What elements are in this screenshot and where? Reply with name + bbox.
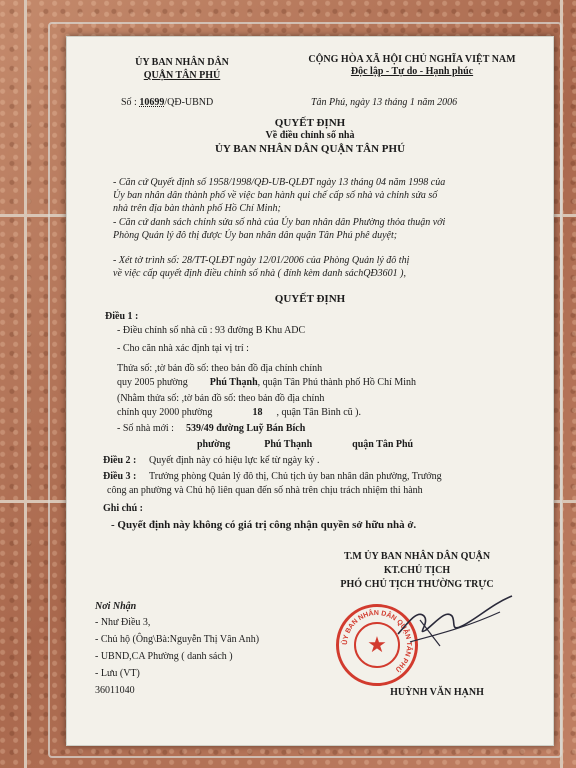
recipient-item: - Chủ hộ (Ông\Bà:Nguyễn Thị Vân Anh) [95, 634, 260, 645]
preamble-line: - Căn cứ Quyết định số 1958/1998/QĐ-UB-QLĐT ngày 13 tháng 04 năm 1998 của [113, 177, 446, 188]
doc-date: Tân Phú, ngày 13 tháng 1 năm 2006 [311, 97, 458, 108]
svg-text:ỦY BAN NHÂN DÂN QUẬN TÂN PHÚ: ỦY BAN NHÂN DÂN QUẬN TÂN PHÚ [341, 609, 413, 673]
preamble-line: Phòng Quản lý đô thị được Ủy ban nhân dân quận Tân Phú phê duyệt; [113, 230, 398, 241]
article1-location-intro: - Cho căn nhà xác định tại vị trí : [117, 343, 249, 354]
doc-number: Số : 10699/QĐ-UBND [121, 97, 214, 108]
recipient-item: - Lưu (VT) [95, 668, 140, 679]
handwritten-signature [380, 590, 520, 660]
note-text: - Quyết định này không có giá trị công nhận quyền sở hữu nhà ở. [111, 519, 417, 531]
preamble-line: nhà trên địa bàn thành phố Hồ Chí Minh; [113, 203, 281, 214]
article1-old-ward-line: chính quy 2000 phường 18 , quận Tân Bình cũ ). [117, 407, 361, 418]
recipients-label: Nơi Nhận [95, 601, 137, 612]
decision-title: QUYẾT ĐỊNH [274, 293, 346, 305]
tile-grout [24, 0, 27, 768]
article1-old-parcel-line: (Nhằm thửa số: ,tờ bản đồ số: theo bản đồ địa chính [117, 393, 325, 404]
article2-label: Điều 2 : [103, 455, 137, 466]
issuer-line1: ỦY BAN NHÂN DÂN [135, 57, 229, 68]
article3-label: Điều 3 : [103, 471, 137, 482]
issuer-line2: QUẬN TÂN PHÚ [143, 70, 221, 81]
article1-label: Điều 1 : [105, 311, 139, 322]
article1-ward-line: quy 2005 phường Phú Thạnh, quận Tân Phú thành phố Hồ Chí Minh [117, 377, 417, 388]
article3-line: công an phường và Chủ hộ liên quan đến số nhà trên chịu trách nhiệm thi hành [107, 485, 423, 496]
title-main: QUYẾT ĐỊNH [274, 117, 346, 129]
title-org: ỦY BAN NHÂN DÂN QUẬN TÂN PHÚ [214, 143, 406, 155]
signer-line1: T.M ỦY BAN NHÂN DÂN QUẬN [343, 551, 491, 562]
article1-new-ward: phường Phú Thạnh quận Tân Phú [197, 439, 414, 450]
article2-text: Quyết định này có hiệu lực kể từ ngày ký . [149, 455, 320, 466]
article1-new-address: - Số nhà mới : 539/49 đường Luỹ Bán Bích [117, 423, 306, 434]
preamble-line: Ủy ban nhân dân thành phố về việc ban hành qui chế cấp số nhà và chỉnh sửa số [113, 190, 438, 201]
article1-old-address: - Điều chỉnh số nhà cũ : 93 đường B Khu ADC [117, 325, 306, 336]
signer-line3: PHÓ CHỦ TỊCH THƯỜNG TRỰC [340, 579, 494, 590]
preamble-line: về việc cấp quyết định điều chỉnh số nhà ( đính kèm danh sáchQĐ3601 ), [113, 268, 406, 279]
article1-parcel-line: Thửa số: ,tờ bản đồ số: theo bản đồ địa chính chính [117, 363, 323, 374]
preamble-line: - Xét tờ trình số: 28/TT-QLĐT ngày 12/01/2006 của Phòng Quản lý đô thị [113, 255, 410, 266]
article3-line: Trưởng phòng Quản lý đô thị, Chủ tịch ủy ban nhân dân phường, Trưởng [149, 471, 442, 482]
signer-name: HUỲNH VĂN HẠNH [390, 687, 484, 698]
recipient-item: - UBND,CA Phường ( danh sách ) [95, 651, 233, 662]
recipient-item: - Như Điều 3, [95, 617, 151, 628]
preamble-line: - Căn cứ danh sách chỉnh sửa số nhà của Ủy ban nhân dân Phường thỏa thuận với [113, 217, 446, 228]
title-sub: Về điều chỉnh số nhà [265, 130, 355, 141]
signer-line2: KT.CHỦ TỊCH [383, 565, 451, 576]
star-emblem-icon: ★ [354, 622, 400, 668]
nation-line1: CỘNG HÒA XÃ HỘI CHỦ NGHĨA VIỆT NAM [308, 54, 516, 65]
recipient-ref-number: 36011040 [95, 685, 135, 696]
nation-line2: Độc lập - Tự do - Hạnh phúc [350, 66, 474, 77]
note-label: Ghi chú : [103, 503, 144, 514]
